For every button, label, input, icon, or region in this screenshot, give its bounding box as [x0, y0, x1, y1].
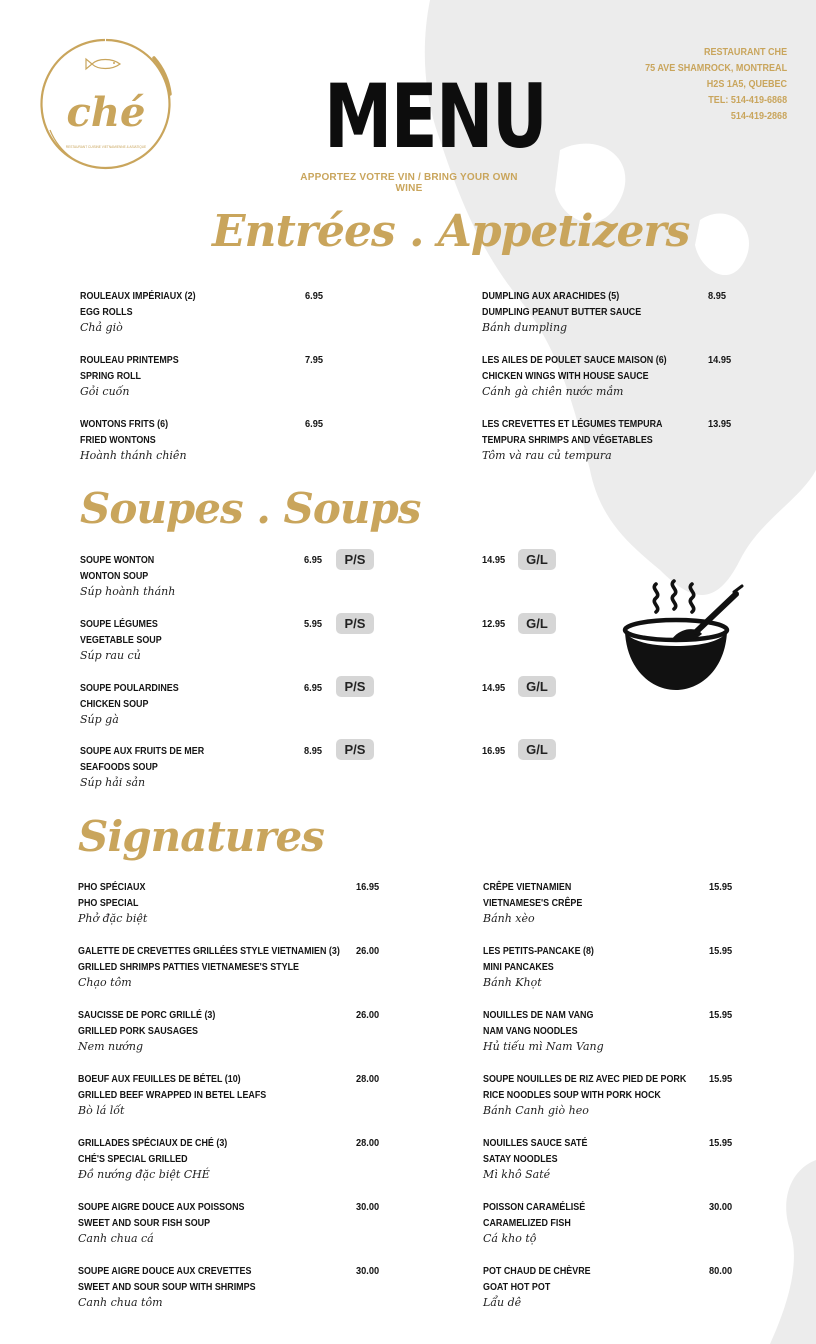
item-name-en: RICE NOODLES SOUP WITH PORK HOCK — [483, 1089, 661, 1101]
item-name-vn: Hoành thánh chiên — [80, 449, 187, 462]
item-price: 15.95 — [709, 1137, 733, 1149]
item-name-fr: GRILLADES SPÉCIAUX DE CHÉ (3) — [78, 1137, 228, 1149]
logo-ring-text: RESTAURANT CUISINE VIETNAMIENNE & ASIATIQUE — [65, 145, 147, 149]
item-price: 16.95 — [356, 881, 380, 893]
page-title: MENU — [323, 65, 547, 168]
item-name-en: SATAY NOODLES — [483, 1153, 558, 1165]
item-name-vn: Bánh dumpling — [482, 321, 568, 334]
item-name-vn: Chả giò — [80, 321, 123, 334]
item-name-vn: Bò lá lốt — [78, 1104, 125, 1117]
item-name-en: GOAT HOT POT — [483, 1281, 551, 1293]
item-name-vn: Canh chua cá — [78, 1232, 154, 1245]
item-name-en: TEMPURA SHRIMPS AND VÉGETABLES — [482, 434, 653, 446]
item-name-en: EGG ROLLS — [80, 306, 133, 318]
item-price: 6.95 — [305, 418, 323, 430]
item-name-fr: SOUPE AUX FRUITS DE MER — [80, 745, 205, 757]
item-name-fr: ROULEAUX IMPÉRIAUX (2) — [80, 290, 196, 302]
item-name-fr: POT CHAUD DE CHÈVRE — [483, 1265, 591, 1277]
item-price: 13.95 — [708, 418, 732, 430]
item-name-en: SWEET AND SOUR FISH SOUP — [78, 1217, 211, 1229]
section-title-appetizers: Entrées . Appetizers — [212, 206, 690, 257]
menu-item — [80, 743, 226, 791]
large-price: 12.95 — [482, 618, 506, 630]
item-name-vn: Phở đặc biệt — [78, 912, 148, 925]
item-name-en: DUMPLING PEANUT BUTTER SAUCE — [482, 306, 642, 318]
item-name-vn: Bánh Khọt — [483, 976, 542, 989]
menu-item — [80, 352, 196, 400]
menu-item — [483, 943, 613, 991]
item-name-fr: GALETTE DE CREVETTES GRILLÉES STYLE VIETNAMIEN (3) — [78, 945, 340, 957]
item-price: 15.95 — [709, 1009, 733, 1021]
item-name-vn: Bánh Canh giò heo — [483, 1104, 589, 1117]
menu-item — [80, 680, 196, 728]
menu-item — [78, 879, 157, 927]
item-price: 8.95 — [708, 290, 726, 302]
item-name-fr: LES CREVETTES ET LÉGUMES TEMPURA — [482, 418, 663, 430]
menu-item — [78, 1071, 299, 1119]
item-price: 15.95 — [709, 881, 733, 893]
item-name-fr: SOUPE WONTON — [80, 554, 155, 566]
item-name-en: PHO SPECIAL — [78, 897, 139, 909]
item-name-vn: Cánh gà chiên nước mắm — [482, 385, 624, 398]
small-size-badge: P/S — [336, 549, 374, 570]
menu-item — [80, 416, 187, 464]
large-size-badge: G/L — [518, 613, 556, 634]
item-name-vn: Chạo tôm — [78, 976, 132, 989]
restaurant-logo — [36, 34, 176, 174]
item-name-fr: LES PETITS-PANCAKE (8) — [483, 945, 594, 957]
item-name-fr: NOUILLES SAUCE SATÉ — [483, 1137, 588, 1149]
item-price: 30.00 — [356, 1201, 380, 1213]
item-price: 14.95 — [708, 354, 732, 366]
item-name-fr: LES AILES DE POULET SAUCE MAISON (6) — [482, 354, 667, 366]
address-line2: H2S 1A5, QUEBEC — [706, 78, 787, 90]
small-size-badge: P/S — [336, 613, 374, 634]
item-name-vn: Cá kho tộ — [483, 1232, 537, 1245]
item-name-en: CHICKEN SOUP — [80, 698, 149, 710]
item-price: 26.00 — [356, 945, 380, 957]
item-name-fr: NOUILLES DE NAM VANG — [483, 1009, 594, 1021]
item-name-en: VIETNAMESE'S CRÊPE — [483, 897, 583, 909]
item-name-vn: Tôm và rau củ tempura — [482, 449, 612, 462]
menu-item — [483, 1135, 606, 1183]
item-name-en: CHÉ'S SPECIAL GRILLED — [78, 1153, 188, 1165]
item-name-vn: Đồ nướng đặc biệt CHÉ — [78, 1168, 210, 1181]
menu-item — [483, 879, 600, 927]
menu-item — [78, 1007, 240, 1055]
item-price: 15.95 — [709, 1073, 733, 1085]
soup-bowl-icon — [622, 578, 748, 696]
section-title-soups: Soupes . Soups — [80, 484, 421, 533]
item-price: 26.00 — [356, 1009, 380, 1021]
item-name-en: SEAFOODS SOUP — [80, 761, 158, 773]
menu-item — [78, 1263, 287, 1311]
item-name-fr: SOUPE NOUILLES DE RIZ AVEC PIED DE PORK — [483, 1073, 687, 1085]
item-name-fr: SOUPE AIGRE DOUCE AUX POISSONS — [78, 1201, 245, 1213]
item-name-fr: CRÊPE VIETNAMIEN — [483, 881, 572, 893]
small-size-badge: P/S — [336, 676, 374, 697]
item-name-vn: Bánh xèo — [483, 912, 535, 925]
small-price: 5.95 — [304, 618, 322, 630]
menu-item — [482, 288, 669, 336]
small-price: 8.95 — [304, 745, 322, 757]
item-name-fr: SAUCISSE DE PORC GRILLÉ (3) — [78, 1009, 216, 1021]
menu-item — [80, 288, 216, 336]
large-price: 14.95 — [482, 554, 506, 566]
item-name-vn: Súp hải sản — [80, 776, 146, 789]
menu-item — [482, 352, 699, 400]
large-size-badge: G/L — [518, 549, 556, 570]
menu-item — [78, 1199, 274, 1247]
item-name-en: NAM VANG NOODLES — [483, 1025, 578, 1037]
item-name-fr: DUMPLING AUX ARACHIDES (5) — [482, 290, 620, 302]
small-price: 6.95 — [304, 682, 322, 694]
logo-wordmark: ché — [66, 89, 146, 136]
menu-item — [482, 416, 694, 464]
item-name-fr: WONTONS FRITS (6) — [80, 418, 169, 430]
menu-item — [483, 1007, 613, 1055]
item-name-en: GRILLED PORK SAUSAGES — [78, 1025, 199, 1037]
item-name-vn: Súp hoành thánh — [80, 585, 176, 598]
phone-2: 514-419-2868 — [730, 110, 787, 122]
item-name-en: WONTON SOUP — [80, 570, 149, 582]
item-name-fr: ROULEAU PRINTEMPS — [80, 354, 179, 366]
item-name-en: VEGETABLE SOUP — [80, 634, 162, 646]
item-name-en: MINI PANCAKES — [483, 961, 554, 973]
item-name-fr: PHO SPÉCIAUX — [78, 881, 146, 893]
restaurant-name: RESTAURANT CHE — [703, 46, 787, 58]
item-name-en: FRIED WONTONS — [80, 434, 156, 446]
item-name-fr: POISSON CARAMÉLISÉ — [483, 1201, 586, 1213]
item-name-en: CARAMELIZED FISH — [483, 1217, 571, 1229]
menu-item — [78, 1135, 254, 1183]
item-name-fr: SOUPE POULARDINES — [80, 682, 179, 694]
fish-icon — [86, 59, 120, 69]
item-name-vn: Súp rau củ — [80, 649, 141, 662]
menu-item — [80, 552, 175, 600]
item-name-fr: SOUPE LÉGUMES — [80, 618, 158, 630]
item-price: 30.00 — [356, 1265, 380, 1277]
item-name-en: CHICKEN WINGS WITH HOUSE SAUCE — [482, 370, 649, 382]
menu-item — [483, 1199, 603, 1247]
item-name-vn: Lẩu dê — [483, 1296, 522, 1309]
item-name-en: GRILLED BEEF WRAPPED IN BETEL LEAFS — [78, 1089, 267, 1101]
item-price: 15.95 — [709, 945, 733, 957]
item-price: 6.95 — [305, 290, 323, 302]
item-name-fr: BOEUF AUX FEUILLES DE BÉTEL (10) — [78, 1073, 241, 1085]
item-name-vn: Súp gà — [80, 713, 119, 726]
item-price: 28.00 — [356, 1073, 380, 1085]
small-size-badge: P/S — [336, 739, 374, 760]
item-name-en: GRILLED SHRIMPS PATTIES VIETNAMESE'S STYLE — [78, 961, 299, 973]
large-size-badge: G/L — [518, 739, 556, 760]
item-name-vn: Canh chua tôm — [78, 1296, 163, 1309]
item-price: 7.95 — [305, 354, 323, 366]
item-name-fr: SOUPE AIGRE DOUCE AUX CREVETTES — [78, 1265, 252, 1277]
phone-1: TEL: 514-419-6868 — [708, 94, 787, 106]
item-name-vn: Mì khô Saté — [483, 1168, 551, 1181]
item-name-vn: Gỏi cuốn — [80, 385, 130, 398]
item-name-en: SWEET AND SOUR SOUP WITH SHRIMPS — [78, 1281, 256, 1293]
address-line1: 75 AVE SHAMROCK, MONTREAL — [645, 62, 787, 74]
item-name-vn: Nem nướng — [78, 1040, 143, 1053]
item-price: 28.00 — [356, 1137, 380, 1149]
item-name-en: SPRING ROLL — [80, 370, 142, 382]
menu-item — [80, 616, 176, 664]
large-price: 14.95 — [482, 682, 506, 694]
menu-item — [483, 1263, 610, 1311]
item-price: 30.00 — [709, 1201, 733, 1213]
menu-item — [78, 943, 386, 991]
large-size-badge: G/L — [518, 676, 556, 697]
contact-block — [645, 44, 787, 124]
small-price: 6.95 — [304, 554, 322, 566]
byow-tagline: APPORTEZ VOTRE VIN / BRING YOUR OWN WINE — [300, 172, 518, 194]
item-name-vn: Hủ tiếu mì Nam Vang — [483, 1040, 604, 1053]
section-title-signatures: Signatures — [78, 812, 324, 861]
menu-item — [483, 1071, 722, 1119]
item-price: 80.00 — [709, 1265, 733, 1277]
large-price: 16.95 — [482, 745, 506, 757]
